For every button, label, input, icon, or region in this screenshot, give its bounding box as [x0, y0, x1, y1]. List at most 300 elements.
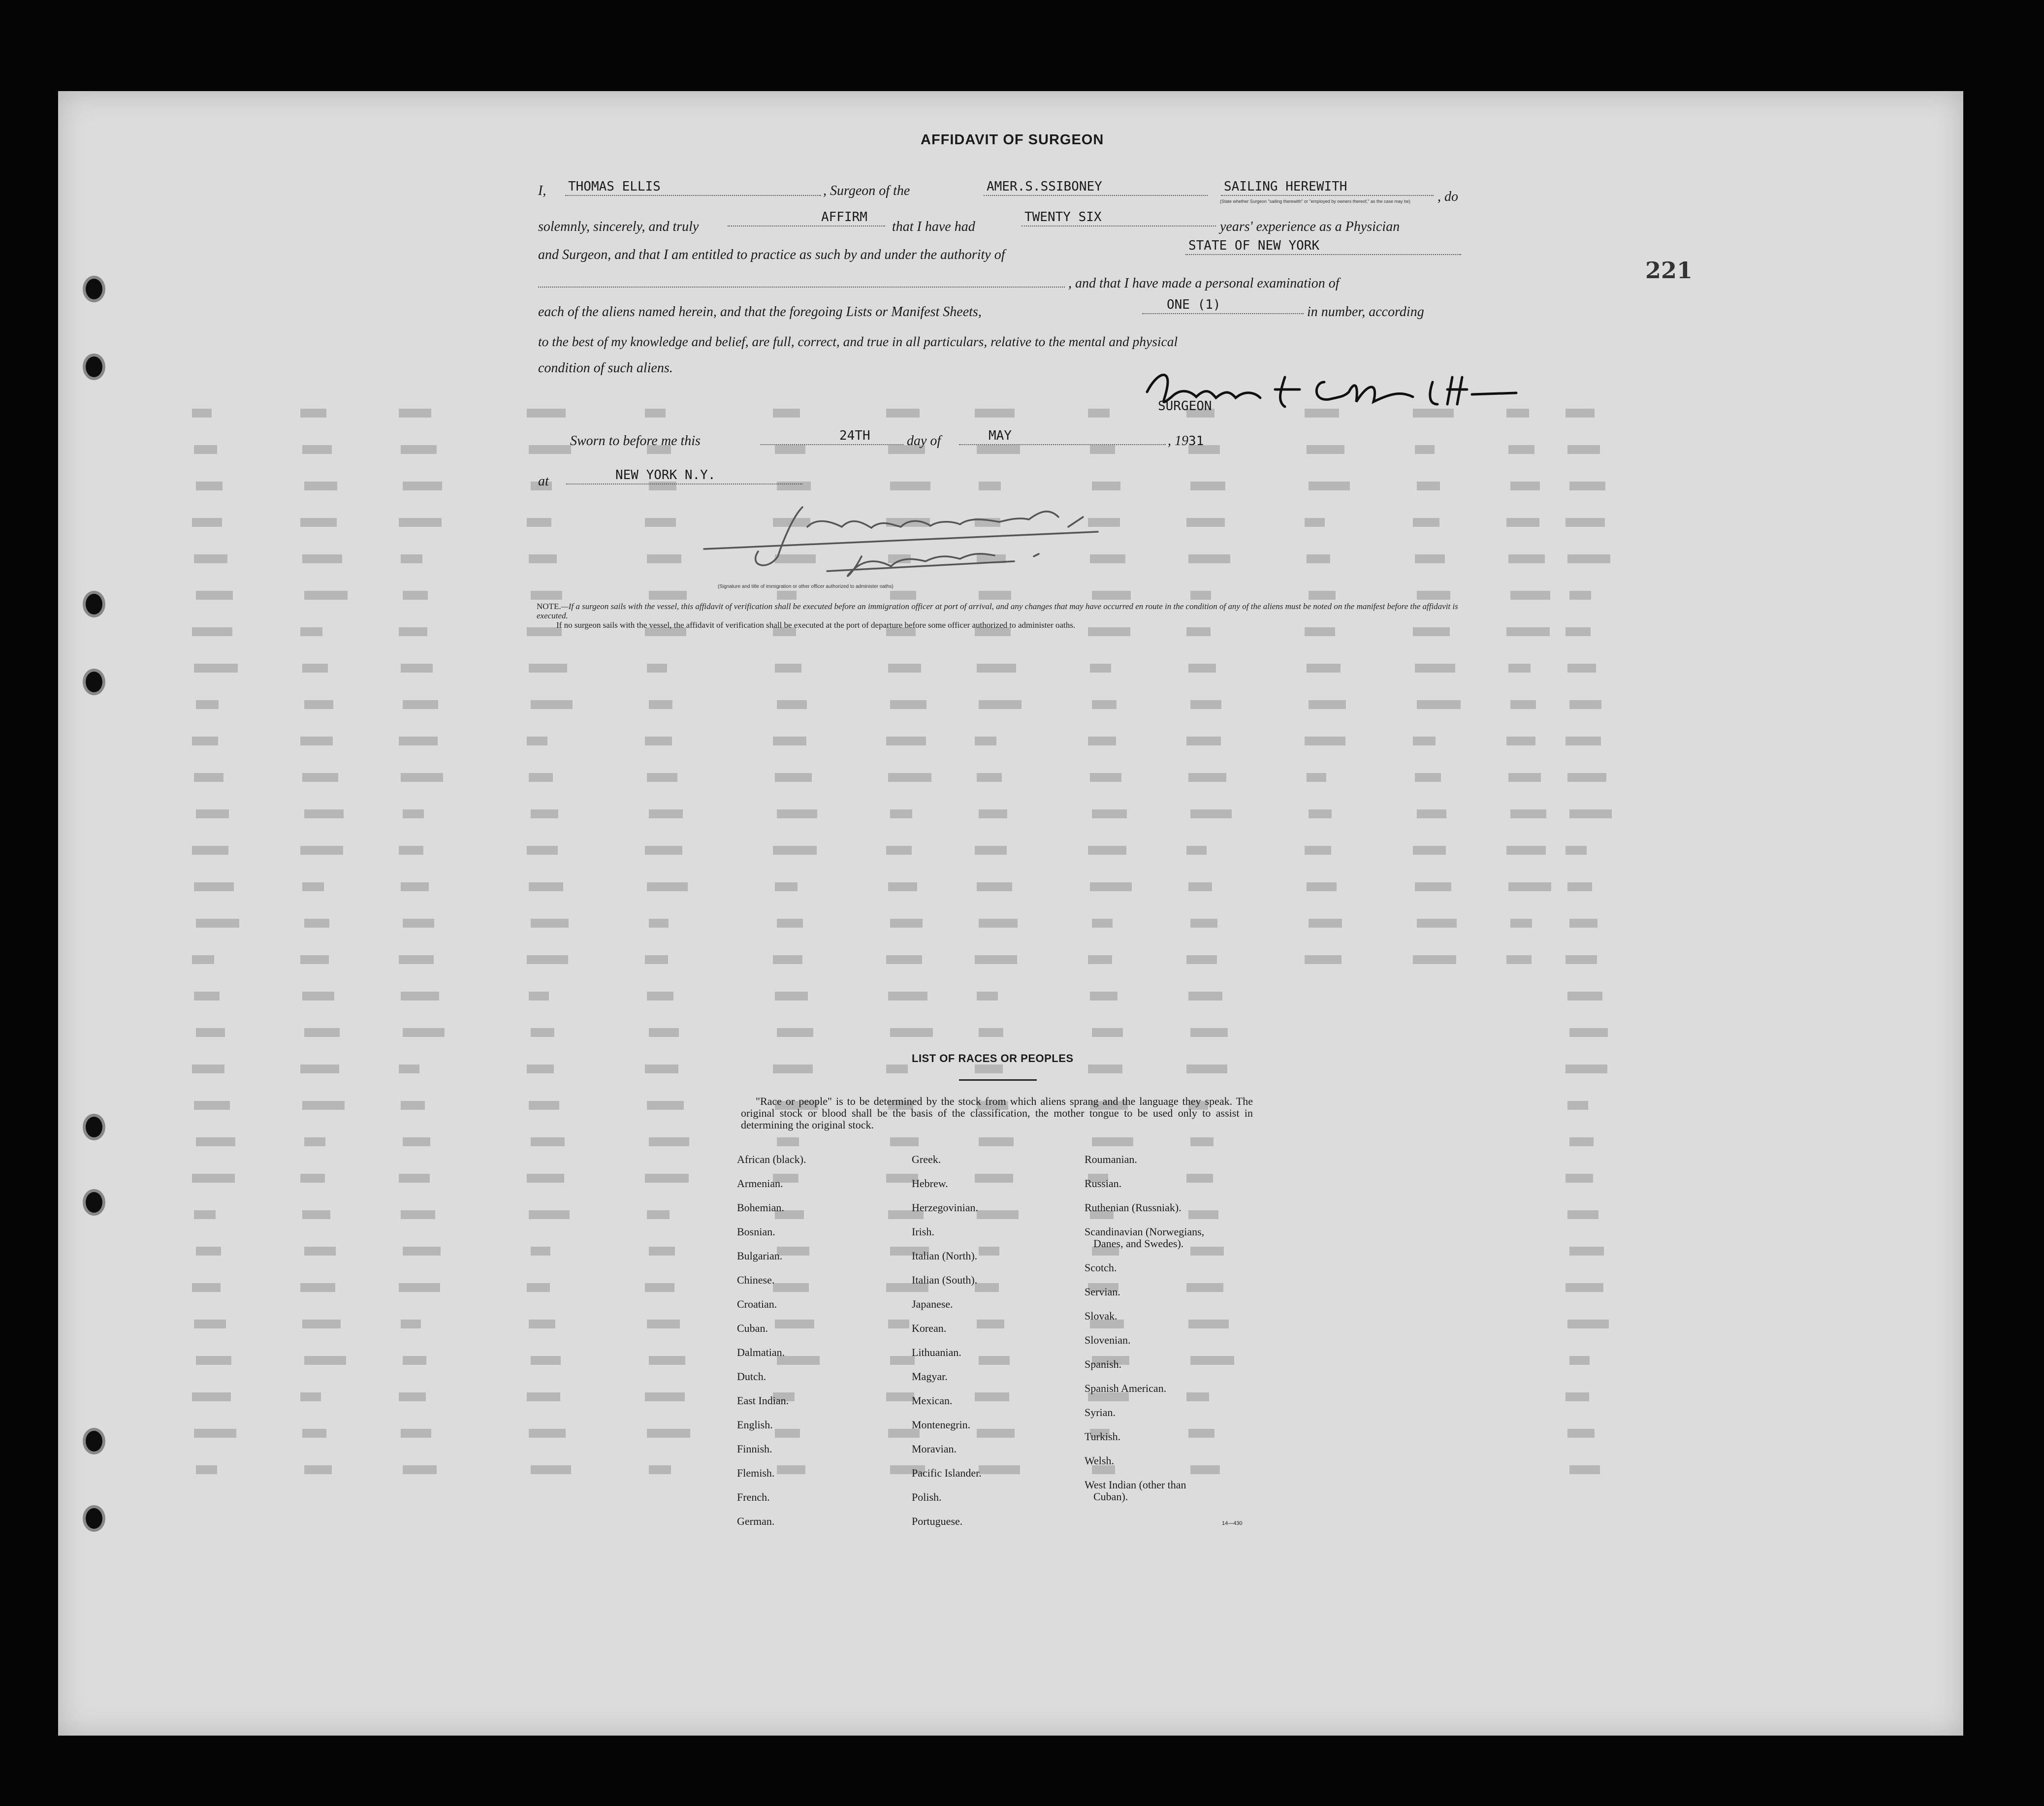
ghost-mark [1569, 1028, 1608, 1037]
race-item: Spanish. [1085, 1358, 1122, 1370]
affidavit-text: I, [538, 183, 546, 198]
ghost-mark [649, 1247, 675, 1256]
ghost-mark [1567, 445, 1600, 454]
ghost-mark [403, 809, 424, 818]
ghost-mark [979, 1465, 1020, 1474]
ghost-mark [1567, 773, 1606, 782]
ghost-mark [890, 1028, 933, 1037]
ghost-mark [1307, 664, 1341, 673]
ghost-mark [302, 1101, 345, 1110]
ghost-mark [1186, 955, 1217, 964]
ghost-mark [1565, 518, 1605, 527]
ghost-mark [773, 1064, 813, 1073]
race-item-west-indian: West Indian (other than Cuban). [1085, 1479, 1186, 1503]
race-item: Slovenian. [1085, 1334, 1131, 1346]
ghost-mark [529, 1101, 559, 1110]
binder-hole [83, 1189, 105, 1216]
race-item: Irish. [912, 1226, 934, 1238]
race-item: Croatian. [737, 1298, 777, 1310]
races-column-2 [912, 1154, 982, 1540]
ghost-mark [979, 700, 1022, 709]
ghost-mark [890, 591, 916, 600]
ghost-mark [890, 482, 930, 490]
ghost-mark [194, 554, 227, 563]
ghost-mark [1413, 518, 1439, 527]
ghost-mark [886, 1064, 908, 1073]
page-number: 221 [1645, 257, 1693, 284]
ghost-mark [977, 1429, 1015, 1438]
ghost-mark [1092, 1028, 1123, 1037]
ghost-mark [1567, 882, 1592, 891]
race-item: Servian. [1085, 1286, 1120, 1298]
ghost-mark [401, 1320, 421, 1328]
ghost-mark [1508, 664, 1531, 673]
ghost-mark [403, 482, 442, 490]
ghost-mark [300, 846, 343, 855]
ghost-mark [1569, 1356, 1590, 1365]
ghost-mark [645, 955, 668, 964]
ghost-mark [529, 445, 571, 454]
ghost-mark [888, 1320, 909, 1328]
race-item: German. [737, 1515, 775, 1527]
ghost-mark [531, 700, 573, 709]
race-item: Moravian. [912, 1443, 957, 1455]
ghost-mark [1186, 1064, 1227, 1073]
oath-field: AFFIRM [728, 209, 885, 226]
ghost-mark [196, 1028, 225, 1037]
ghost-mark [1508, 882, 1551, 891]
ghost-mark [531, 919, 569, 928]
ghost-mark [196, 700, 219, 709]
affidavit-text: and Surgeon, and that I am entitled to practice as such by and under the authority of [538, 247, 1005, 262]
affidavit-text: that I have had [892, 219, 975, 234]
ghost-mark [304, 1465, 332, 1474]
affidavit-text: day of [907, 433, 941, 449]
ghost-mark [1190, 1028, 1228, 1037]
ghost-mark [1567, 1210, 1598, 1219]
ghost-mark [1567, 1429, 1595, 1438]
ghost-mark [529, 992, 549, 1000]
form-number: 14—430 [1222, 1520, 1243, 1526]
ghost-mark [977, 882, 1012, 891]
ghost-mark [531, 809, 558, 818]
vessel-field: AMER.S.SSIBONEY [984, 178, 1208, 196]
ghost-mark [1569, 1247, 1604, 1256]
ghost-mark [645, 737, 672, 745]
ghost-mark [300, 518, 337, 527]
ghost-mark [979, 1247, 999, 1256]
ghost-mark [647, 554, 681, 563]
ghost-mark [399, 955, 434, 964]
ghost-mark [977, 1210, 1019, 1219]
ghost-mark [1569, 1137, 1594, 1146]
ghost-mark [773, 955, 802, 964]
affidavit-text: years' experience as a Physician [1220, 219, 1400, 234]
ghost-mark [1415, 773, 1441, 782]
ghost-mark [1190, 700, 1221, 709]
ghost-mark [192, 955, 214, 964]
race-item: Scotch. [1085, 1261, 1117, 1274]
race-item: East Indian. [737, 1394, 789, 1407]
ghost-mark [302, 1210, 330, 1219]
ghost-mark [1092, 591, 1131, 600]
ghost-mark [529, 1429, 566, 1438]
ghost-mark [1090, 882, 1132, 891]
ghost-mark [773, 846, 817, 855]
affidavit-text: each of the aliens named herein, and that the foregoing Lists or Manifest Sheets, [538, 304, 982, 320]
ghost-mark [1565, 1392, 1589, 1401]
ghost-mark [304, 591, 348, 600]
ghost-mark [304, 1028, 340, 1037]
ghost-mark [194, 1210, 216, 1219]
ghost-mark [1506, 627, 1550, 636]
ghost-mark [531, 1465, 571, 1474]
ghost-mark [1305, 518, 1325, 527]
ghost-mark [531, 1356, 561, 1365]
ghost-mark [649, 919, 669, 928]
ghost-mark [302, 1429, 326, 1438]
ghost-mark [194, 773, 224, 782]
race-item: Slovak. [1085, 1310, 1118, 1322]
authority-field-line2 [538, 270, 1065, 288]
ghost-mark [1188, 664, 1216, 673]
ghost-mark [979, 1356, 1010, 1365]
ghost-mark [399, 846, 423, 855]
ghost-mark [1569, 482, 1605, 490]
ghost-mark [196, 591, 233, 600]
ghost-mark [302, 554, 342, 563]
ghost-mark [399, 737, 438, 745]
ghost-mark [1565, 846, 1587, 855]
ghost-mark [775, 882, 798, 891]
ghost-mark [979, 591, 1011, 600]
ghost-mark [304, 809, 344, 818]
ghost-mark [888, 992, 927, 1000]
ghost-mark [1088, 409, 1110, 418]
title-underline [959, 1079, 1037, 1081]
ghost-mark [300, 737, 333, 745]
surgeon-label: SURGEON [1158, 399, 1212, 414]
ghost-mark [194, 445, 217, 454]
ghost-mark [1307, 882, 1337, 891]
binder-hole [83, 1114, 105, 1140]
ghost-mark [527, 1392, 560, 1401]
ghost-mark [979, 1028, 1003, 1037]
ghost-mark [886, 846, 912, 855]
ghost-mark [773, 409, 800, 418]
ghost-mark [1565, 1283, 1603, 1292]
ghost-mark [403, 1028, 445, 1037]
month-field: MAY [959, 427, 1166, 445]
ghost-mark [196, 482, 223, 490]
ghost-mark [647, 1429, 690, 1438]
sailing-note: (State whether Surgeon "sailing therewith" or "employed by owners thereof," as the case may be) [1220, 199, 1410, 204]
ghost-mark [1186, 846, 1207, 855]
ghost-mark [777, 809, 817, 818]
ghost-mark [975, 409, 1015, 418]
ghost-mark [304, 1356, 346, 1365]
affidavit-text: , do [1437, 189, 1458, 204]
ghost-mark [1510, 482, 1540, 490]
ghost-mark [527, 846, 558, 855]
ghost-mark [1309, 700, 1346, 709]
ghost-mark [1092, 700, 1117, 709]
place-field: NEW YORK N.Y. [566, 467, 802, 484]
ghost-mark [300, 1392, 321, 1401]
ghost-mark [1188, 554, 1230, 563]
ghost-mark [777, 1028, 813, 1037]
ghost-mark [302, 882, 324, 891]
ghost-mark [977, 664, 1016, 673]
ghost-mark [403, 591, 428, 600]
ghost-mark [890, 809, 912, 818]
race-item: Russian. [1085, 1177, 1122, 1190]
ghost-mark [192, 409, 212, 418]
ghost-mark [1510, 591, 1550, 600]
ghost-mark [649, 591, 687, 600]
ghost-mark [1508, 554, 1545, 563]
affidavit-text: , and that I have made a personal examination of [1068, 276, 1340, 291]
ghost-mark [401, 445, 437, 454]
races-column-3 [1085, 1154, 1204, 1503]
ghost-mark [979, 809, 1007, 818]
ghost-mark [1309, 809, 1332, 818]
ghost-mark [403, 919, 434, 928]
ghost-mark [1188, 992, 1222, 1000]
binder-hole [83, 669, 105, 695]
ghost-mark [1415, 664, 1455, 673]
ghost-mark [979, 919, 1018, 928]
race-item: Montenegrin. [912, 1419, 971, 1431]
ghost-mark [1307, 554, 1330, 563]
ghost-mark [647, 882, 688, 891]
ghost-mark [1506, 955, 1532, 964]
binder-hole [83, 591, 105, 617]
affidavit-title: AFFIDAVIT OF SURGEON [921, 132, 1104, 148]
ghost-mark [1413, 955, 1456, 964]
ghost-mark [645, 1174, 689, 1183]
ghost-mark [1307, 445, 1344, 454]
ghost-mark [399, 1064, 419, 1073]
ghost-mark [1565, 1174, 1593, 1183]
ghost-mark [1417, 591, 1450, 600]
ghost-mark [1190, 809, 1232, 818]
ghost-mark [1567, 1320, 1609, 1328]
ghost-mark [527, 409, 566, 418]
race-item: Pacific Islander. [912, 1467, 982, 1479]
race-item: Italian (North). [912, 1250, 978, 1262]
ghost-mark [645, 846, 682, 855]
race-item: French. [737, 1491, 770, 1503]
binder-hole [83, 354, 105, 380]
ghost-mark [192, 1392, 231, 1401]
ghost-mark [1510, 700, 1536, 709]
ghost-mark [527, 737, 547, 745]
ghost-mark [531, 1028, 554, 1037]
ghost-mark [773, 737, 806, 745]
ghost-mark [403, 1465, 437, 1474]
ghost-mark [975, 955, 1017, 964]
sailing-field: SAILING HEREWITH [1221, 178, 1434, 196]
ghost-mark [194, 1320, 226, 1328]
ghost-mark [302, 773, 338, 782]
ghost-mark [300, 627, 322, 636]
ghost-mark [1088, 846, 1126, 855]
ghost-mark [527, 1174, 564, 1183]
ghost-mark [1565, 409, 1595, 418]
ghost-mark [1567, 664, 1596, 673]
ghost-mark [1090, 445, 1115, 454]
ghost-mark [775, 992, 808, 1000]
ghost-mark [649, 1465, 671, 1474]
ghost-mark [1088, 1064, 1122, 1073]
ghost-mark [647, 773, 677, 782]
binder-hole [83, 276, 105, 302]
ghost-mark [888, 882, 917, 891]
ghost-mark [1190, 482, 1225, 490]
ghost-mark [777, 700, 807, 709]
ghost-mark [1309, 919, 1342, 928]
ghost-mark [302, 1320, 341, 1328]
ghost-mark [777, 1137, 799, 1146]
ghost-mark [529, 664, 567, 673]
affidavit-text: solemnly, sincerely, and truly [538, 219, 699, 234]
ghost-mark [302, 992, 334, 1000]
ghost-mark [300, 1174, 325, 1183]
ghost-mark [401, 882, 429, 891]
ghost-mark [1186, 737, 1221, 745]
ghost-mark [886, 409, 920, 418]
ghost-mark [979, 482, 1001, 490]
race-item-scandinavian: Scandinavian (Norwegians, Danes, and Swedes). [1085, 1226, 1205, 1250]
officer-signature [694, 497, 1122, 586]
ghost-mark [1569, 1465, 1600, 1474]
ghost-mark [977, 992, 998, 1000]
ghost-mark [529, 1320, 555, 1328]
ghost-mark [192, 1064, 224, 1073]
race-item: Bohemian. [737, 1201, 784, 1214]
ghost-mark [1510, 919, 1532, 928]
race-item: African (black). [737, 1153, 806, 1165]
affidavit-text: at [538, 474, 549, 489]
races-list-title: LIST OF RACES OR PEOPLES [912, 1052, 1074, 1064]
affidavit-text: in number, according [1307, 304, 1424, 320]
ghost-mark [192, 518, 222, 527]
ghost-mark [1417, 919, 1457, 928]
ghost-mark [1565, 627, 1591, 636]
ghost-mark [977, 445, 1020, 454]
ghost-mark [304, 919, 329, 928]
ghost-mark [399, 627, 427, 636]
ghost-mark [1506, 518, 1539, 527]
ghost-mark [1305, 955, 1341, 964]
race-item: Bosnian. [737, 1226, 775, 1238]
affidavit-text: , 1931 [1168, 433, 1204, 449]
ghost-mark [399, 409, 431, 418]
ghost-mark [775, 664, 801, 673]
race-item: Cuban. [737, 1322, 768, 1334]
race-item: Welsh. [1085, 1454, 1114, 1467]
race-item: Mexican. [912, 1394, 953, 1407]
ghost-mark [975, 737, 996, 745]
ghost-mark [1415, 554, 1445, 563]
race-item: Armenian. [737, 1177, 783, 1190]
race-item: Korean. [912, 1322, 947, 1334]
ghost-mark [401, 1210, 435, 1219]
ghost-mark [1088, 737, 1116, 745]
race-item: Polish. [912, 1491, 942, 1503]
ghost-mark [890, 1356, 915, 1365]
ghost-mark [194, 992, 220, 1000]
ghost-mark [1188, 773, 1226, 782]
ghost-mark [399, 1392, 426, 1401]
ghost-mark [1190, 591, 1211, 600]
ghost-mark [649, 1356, 685, 1365]
ghost-mark [777, 591, 797, 600]
ghost-mark [975, 1064, 1003, 1073]
sheets-field: ONE (1) [1142, 296, 1304, 314]
ghost-mark [399, 518, 442, 527]
ghost-mark [304, 1247, 336, 1256]
ghost-mark [1510, 809, 1546, 818]
ghost-mark [196, 1247, 221, 1256]
ghost-mark [890, 919, 923, 928]
ghost-mark [1569, 809, 1612, 818]
ghost-mark [1190, 1137, 1214, 1146]
ghost-mark [888, 664, 921, 673]
ghost-mark [529, 773, 553, 782]
affidavit-text: Sworn to before me this [570, 433, 701, 449]
ghost-mark [645, 409, 666, 418]
ghost-mark [1309, 482, 1350, 490]
ghost-mark [194, 1101, 230, 1110]
years-field: TWENTY SIX [1022, 209, 1216, 226]
ghost-mark [529, 882, 563, 891]
affidavit-text: condition of such aliens. [538, 360, 673, 376]
ghost-mark [302, 664, 328, 673]
race-item: Portuguese. [912, 1515, 963, 1527]
ghost-mark [531, 1247, 550, 1256]
ghost-mark [304, 1137, 325, 1146]
ghost-mark [1092, 809, 1127, 818]
race-item: Bulgarian. [737, 1250, 783, 1262]
ghost-mark [1565, 1064, 1607, 1073]
ghost-mark [194, 882, 234, 891]
race-item: Chinese. [737, 1274, 775, 1286]
ghost-mark [300, 409, 326, 418]
ghost-mark [196, 1465, 217, 1474]
race-item: English. [737, 1419, 773, 1431]
ghost-mark [775, 445, 805, 454]
ghost-mark [529, 554, 557, 563]
ghost-mark [192, 1283, 221, 1292]
races-column-1 [737, 1154, 806, 1540]
ghost-mark [1569, 591, 1591, 600]
affidavit-note: NOTE.—If a surgeon sails with the vessel, this affidavit of verification shall be executed before an immigration officer at port of arrival, and any changes that may have occurred en route in the condition of any of the aliens must be noted on the manifest before the affidavit is executed. If no surgeon sails with the vessel, the affidavit of verification shall be executed at the port of departure before some officer authorized to administer oaths. [537, 602, 1458, 630]
ghost-mark [399, 1174, 430, 1183]
race-item: Greek. [912, 1153, 941, 1165]
ghost-mark [194, 664, 238, 673]
binder-hole [83, 1428, 105, 1454]
ghost-mark [1413, 846, 1446, 855]
ghost-mark [1567, 992, 1602, 1000]
ghost-mark [1090, 773, 1121, 782]
ghost-mark [649, 700, 672, 709]
binder-hole [83, 1505, 105, 1532]
ghost-mark [890, 700, 926, 709]
ghost-mark [645, 1064, 678, 1073]
ghost-mark [886, 1392, 914, 1401]
